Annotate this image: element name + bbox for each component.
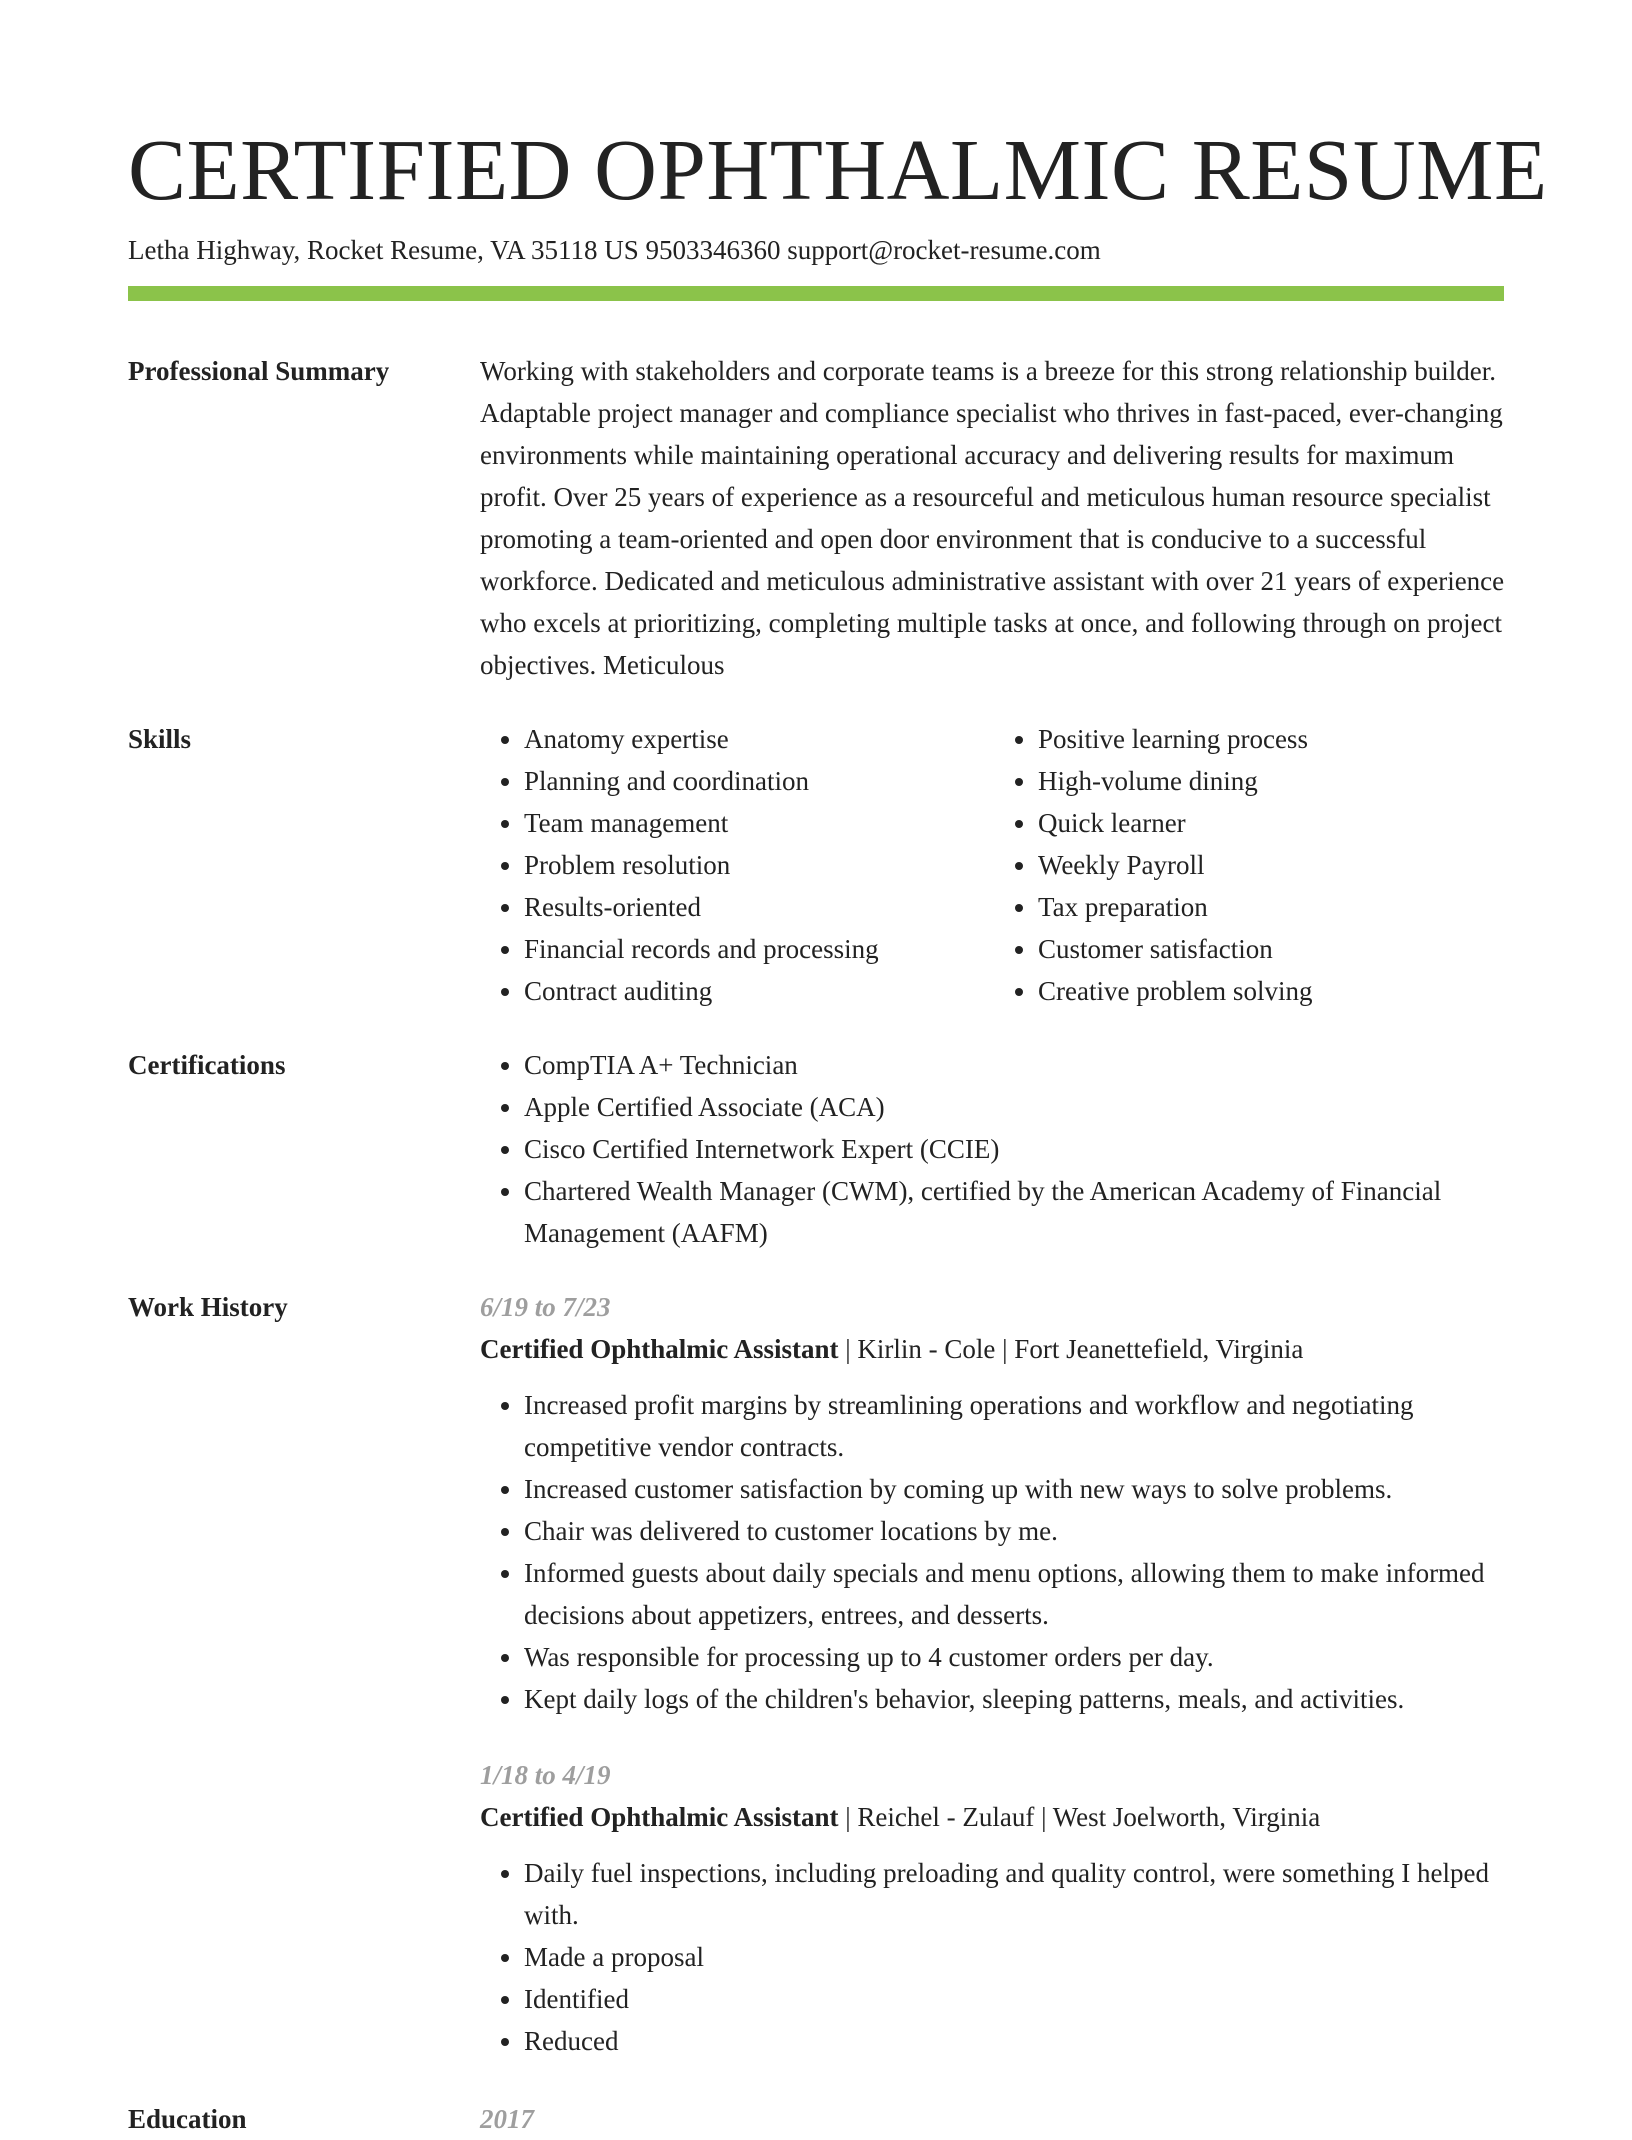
list-item: • Apple Certified Associate (ACA) xyxy=(524,1086,1508,1128)
accent-divider xyxy=(128,286,1504,301)
list-item: • Kept daily logs of the children's behavior, sleeping patterns, meals, and activities. xyxy=(524,1678,1508,1720)
section-label-certifications: Certifications xyxy=(128,1050,286,1080)
list-item: • Financial records and processing xyxy=(524,928,994,970)
list-item: • Problem resolution xyxy=(524,844,994,886)
summary-text: Working with stakeholders and corporate teams is a breeze for this strong relationship builder. Adaptable project manager and compliance specialist who thrives in fast-paced, ever-changing environments while maintaining operational accuracy and delivering results for maximum profit. Over 25 years of experience as a resourceful and meticulous human resource specialist promoting a team-oriented and open door environment that is conducive to a successful workforce. Dedicated and meticulous administrative assistant with over 21 years of experience who excels at prioritizing, completing multiple tasks at once, and following through on project objectives. Meticulous xyxy=(480,356,1505,680)
list-item: • Customer satisfaction xyxy=(1038,928,1508,970)
page-title: CERTIFIED OPHTHALMIC RESUME xyxy=(128,121,1548,218)
list-item: • Results-oriented xyxy=(524,886,994,928)
list-item: • Increased customer satisfaction by coming up with new ways to solve problems. xyxy=(524,1468,1508,1510)
list-item: • Creative problem solving xyxy=(1038,970,1508,1012)
job-bullets xyxy=(480,1852,1508,2062)
list-item: • Identified xyxy=(524,1978,1508,2020)
job-heading xyxy=(480,1796,1508,1838)
section-label-skills: Skills xyxy=(128,724,192,754)
job-dates: 6/19 to 7/23 xyxy=(480,1292,611,1322)
list-item: • Was responsible for processing up to 4 customer orders per day. xyxy=(524,1636,1508,1678)
list-item: • Quick learner xyxy=(1038,802,1508,844)
list-item: • Chair was delivered to customer locations by me. xyxy=(524,1510,1508,1552)
job-details: | Reichel - Zulauf | West Joelworth, Virginia xyxy=(838,1802,1321,1832)
list-item: • Team management xyxy=(524,802,994,844)
certifications-list xyxy=(480,1044,1508,1254)
list-item: • Reduced xyxy=(524,2020,1508,2062)
list-item: • Positive learning process xyxy=(1038,718,1508,760)
job-dates: 1/18 to 4/19 xyxy=(480,1760,611,1790)
job-heading xyxy=(480,1328,1508,1370)
section-label-education: Education xyxy=(128,2104,247,2134)
list-item: • CompTIA A+ Technician xyxy=(524,1044,1508,1086)
list-item: • Informed guests about daily specials and menu options, allowing them to make informed decisions about appetizers, entrees, and desserts. xyxy=(524,1552,1508,1636)
skills-list-right xyxy=(994,718,1508,1012)
education-date: 2017 xyxy=(480,2104,534,2134)
job-bullets xyxy=(480,1384,1508,1720)
skills-list-left xyxy=(480,718,994,1012)
list-item: • Contract auditing xyxy=(524,970,994,1012)
job-title: Certified Ophthalmic Assistant xyxy=(480,1802,839,1832)
job-title: Certified Ophthalmic Assistant xyxy=(480,1334,839,1364)
list-item: • High-volume dining xyxy=(1038,760,1508,802)
list-item: • Tax preparation xyxy=(1038,886,1508,928)
list-item: • Increased profit margins by streamlining operations and workflow and negotiating competitive vendor contracts. xyxy=(524,1384,1508,1468)
section-label-work-history: Work History xyxy=(128,1292,288,1322)
list-item: • Chartered Wealth Manager (CWM), certified by the American Academy of Financial Management (AAFM) xyxy=(524,1170,1508,1254)
list-item: • Weekly Payroll xyxy=(1038,844,1508,886)
job-details: | Kirlin - Cole | Fort Jeanettefield, Virginia xyxy=(838,1334,1304,1364)
list-item: • Planning and coordination xyxy=(524,760,994,802)
section-label-summary: Professional Summary xyxy=(128,356,390,386)
contact-info: Letha Highway, Rocket Resume, VA 35118 US 9503346360 support@rocket-resume.com xyxy=(128,235,1101,265)
job-entry xyxy=(480,1754,1508,2062)
list-item: • Made a proposal xyxy=(524,1936,1508,1978)
list-item: • Cisco Certified Internetwork Expert (CCIE) xyxy=(524,1128,1508,1170)
list-item: • Anatomy expertise xyxy=(524,718,994,760)
job-entry xyxy=(480,1286,1508,1720)
list-item: • Daily fuel inspections, including preloading and quality control, were something I helped with. xyxy=(524,1852,1508,1936)
